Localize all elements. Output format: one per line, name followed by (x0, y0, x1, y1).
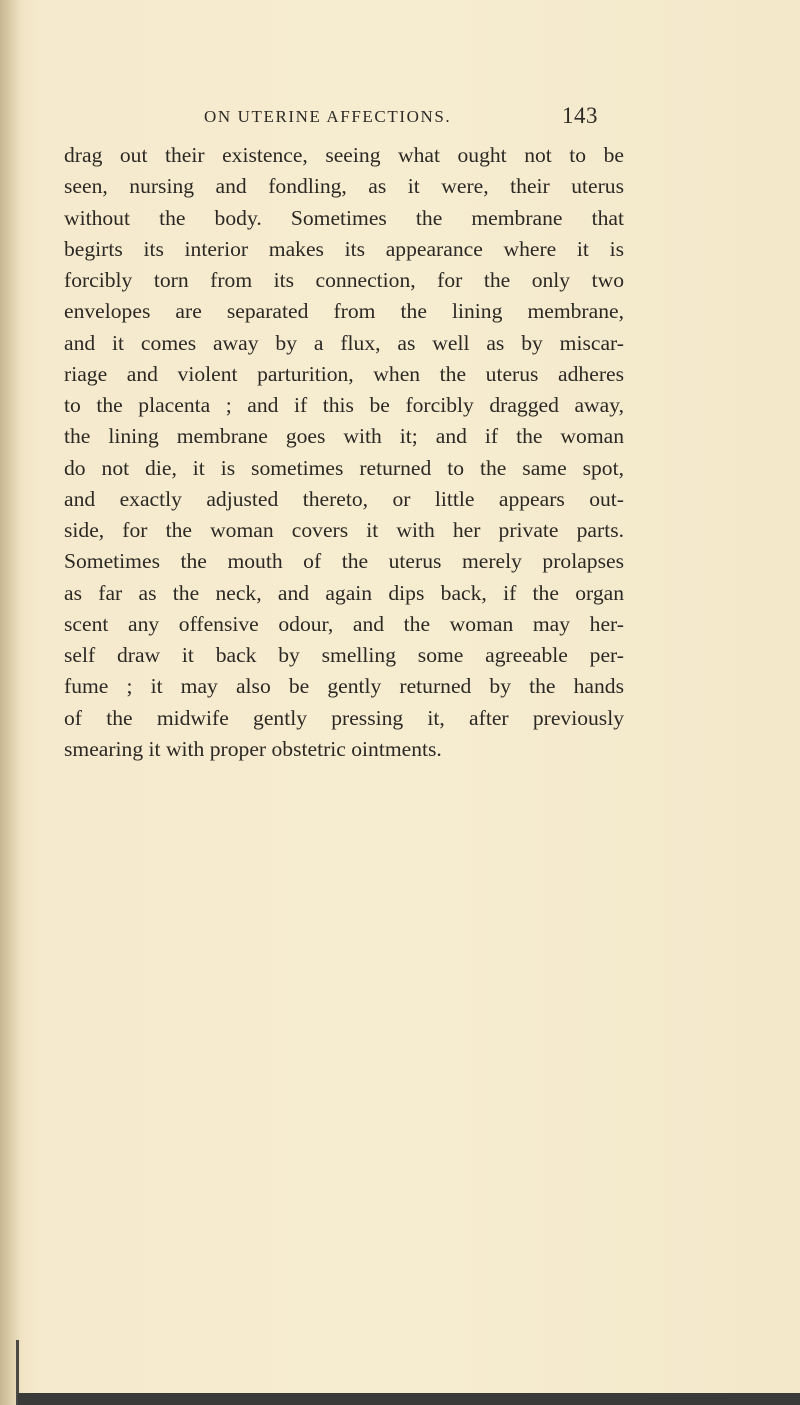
text-line: side, for the woman covers it with her private parts. (64, 518, 624, 542)
text-line: and it comes away by a flux, as well as by miscar- (64, 330, 624, 355)
text-line: riage and violent parturition, when the uterus adheres (64, 361, 624, 386)
body-text (64, 140, 624, 765)
text-line: without the body. Sometimes the membrane that (64, 205, 624, 230)
text-line: drag out their existence, seeing what ought not to be (64, 143, 624, 167)
running-head (0, 103, 800, 135)
running-title: ON UTERINE AFFECTIONS. (204, 107, 452, 126)
text-line: the lining membrane goes with it; and if the woman (64, 424, 624, 449)
text-line: begirts its interior makes its appearance where it is (64, 236, 624, 261)
text-line: forcibly torn from its connection, for the only two (64, 268, 624, 292)
text-line: fume ; it may also be gently returned by the hands (64, 674, 624, 699)
text-line: to the placenta ; and if this be forcibly dragged away, (64, 393, 624, 417)
text-line: and exactly adjusted thereto, or little appears out- (64, 486, 624, 511)
text-line: scent any offensive odour, and the woman may her- (64, 611, 624, 636)
text-line: of the midwife gently pressing it, after previously (64, 705, 624, 730)
text-line: seen, nursing and fondling, as it were, their uterus (64, 174, 624, 199)
text-line: do not die, it is sometimes returned to the same spot, (64, 455, 624, 480)
text-line: self draw it back by smelling some agreeable per- (64, 643, 624, 667)
text-line: envelopes are separated from the lining membrane, (64, 299, 624, 324)
gutter-shadow (0, 0, 22, 1405)
page-edge-bottom (18, 1393, 800, 1405)
text-line: as far as the neck, and again dips back, if the organ (64, 580, 624, 605)
text-line: smearing it with proper obstetric ointments. (64, 736, 442, 761)
text-line: Sometimes the mouth of the uterus merely prolapses (64, 549, 624, 574)
page-number: 143 (562, 103, 598, 128)
